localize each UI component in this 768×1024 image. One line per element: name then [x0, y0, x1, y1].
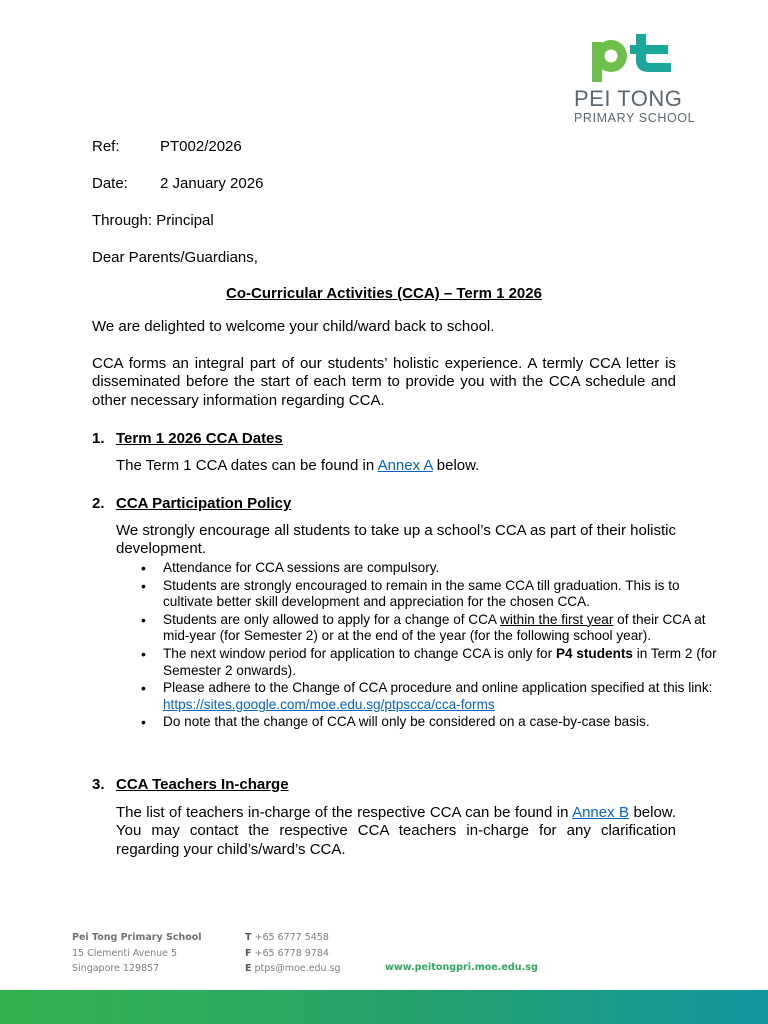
bullet-procedure-pre: Please adhere to the Change of CCA procedure and online application specified at this link:: [163, 680, 713, 696]
ref-value: PT002/2026: [160, 138, 242, 155]
fax-label: F: [245, 947, 252, 959]
ref-label: Ref:: [92, 138, 120, 155]
email-label: E: [245, 963, 252, 975]
cca-forms-link[interactable]: https://sites.google.com/moe.edu.sg/ptpscca/cca-forms: [163, 696, 495, 712]
section-3-number: 3.: [92, 776, 105, 793]
bullet-change-underlined: within the first year: [500, 611, 614, 627]
section-1-text-before: The Term 1 CCA dates can be found in: [116, 457, 378, 474]
fax-number: +65 6778 9784: [254, 947, 329, 959]
footer-gradient-bar: [0, 990, 768, 1024]
list-item: [163, 646, 727, 679]
section-1-heading: Term 1 2026 CCA Dates: [116, 430, 283, 447]
footer-phone: [245, 930, 341, 946]
pt-logo-mark-icon: [589, 32, 684, 82]
annex-a-link[interactable]: Annex A: [377, 457, 433, 474]
list-item: [163, 560, 727, 577]
through-line: Through: Principal: [92, 212, 214, 229]
section-3-text-after: below. You may contact the respective CCA teachers in-charge for any clarification regarding your child’s/ward’s CCA.: [116, 804, 676, 858]
participation-policy-list: [116, 560, 727, 732]
bullet-change-post: of their CCA at mid-year (for Semester 2) or at the end of the year (for the following school year).: [163, 611, 706, 644]
footer-contacts: [245, 930, 341, 977]
section-2-text: We strongly encourage all students to take up a school’s CCA as part of their holistic development.: [116, 522, 676, 558]
footer-school-name: Pei Tong Primary School: [72, 932, 202, 943]
letter-title: Co-Curricular Activities (CCA) – Term 1 2026: [226, 285, 542, 302]
logo-school-name: PEI TONG: [574, 86, 683, 111]
phone-number: +65 6777 5458: [254, 932, 329, 943]
intro-paragraph: We are delighted to welcome your child/ward back to school.: [92, 318, 495, 335]
footer-fax: [245, 946, 341, 962]
bullet-window-bold: P4 students: [555, 645, 633, 661]
footer-address: [72, 930, 202, 977]
annex-b-link[interactable]: Annex B: [572, 804, 630, 821]
bullet-change-pre: Students are only allowed to apply for a change of CCA: [163, 611, 501, 627]
date-label: Date:: [92, 175, 128, 192]
logo-school-subtitle: PRIMARY SCHOOL: [574, 111, 696, 125]
section-3-text: [116, 804, 676, 859]
bullet-case-by-case: Do note that the change of CCA will only be considered on a case-by-case basis.: [163, 714, 650, 730]
footer-address-line-2: Singapore 129857: [72, 963, 160, 975]
section-3-heading: CCA Teachers In-charge: [116, 776, 289, 793]
section-3-text-before: The list of teachers in-charge of the respective CCA can be found in: [116, 804, 573, 821]
bullet-window-post: in Term 2 (for Semester 2 onwards).: [163, 645, 717, 678]
section-2-number: 2.: [92, 495, 105, 512]
section-1-text: [116, 457, 479, 475]
bullet-remain-same-cca: Students are strongly encouraged to remain in the same CCA till graduation. This is to cultivate better skill development and appreciation for the chosen CCA.: [163, 577, 680, 610]
footer-email: [245, 961, 341, 977]
list-item: [163, 714, 727, 731]
list-item: [163, 680, 727, 713]
footer-address-line-1: 15 Clementi Avenue 5: [72, 947, 178, 959]
section-1-number: 1.: [92, 430, 105, 447]
footer-website-link[interactable]: www.peitongpri.moe.edu.sg: [385, 962, 538, 973]
section-1-text-after: below.: [432, 457, 480, 474]
cca-overview-paragraph: CCA forms an integral part of our students’ holistic experience. A termly CCA letter is disseminated before the start of each term to provide you with the CCA schedule and other necessary information regarding CCA.: [92, 355, 676, 409]
list-item: [163, 578, 727, 611]
phone-label: T: [245, 932, 252, 943]
date-value: 2 January 2026: [160, 175, 264, 192]
school-logo: [574, 32, 699, 128]
bullet-window-pre: The next window period for application to change CCA is only for: [163, 645, 556, 661]
email-address[interactable]: ptps@moe.edu.sg: [254, 963, 341, 975]
list-item: [163, 612, 727, 645]
salutation: Dear Parents/Guardians,: [92, 249, 258, 266]
section-2-heading: CCA Participation Policy: [116, 495, 292, 512]
bullet-attendance: Attendance for CCA sessions are compulsory.: [163, 560, 440, 575]
